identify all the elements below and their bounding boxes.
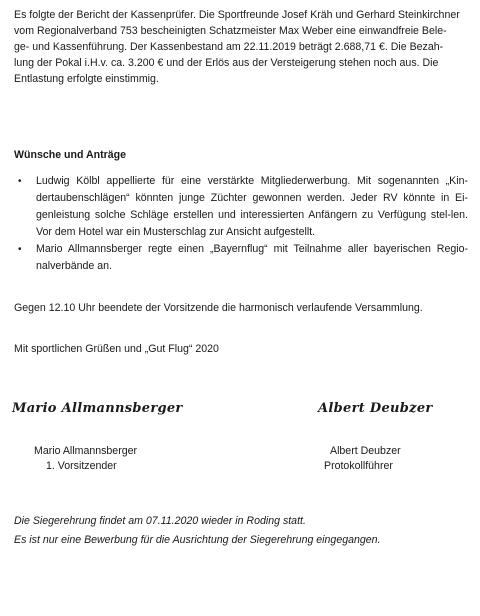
bullet-icon: • [18,176,22,187]
report-line: ge- und Kassenführung. Der Kassenbestand am 22.11.2019 beträgt 2.688,71 €. Die Bezah- [14,41,444,53]
wishes-heading: Wünsche und Anträge [14,149,127,161]
wishes-list [14,173,468,275]
wish-item [14,173,468,241]
signature-right: Albert Deubzer [318,401,433,416]
signer-role: 1. Vorsitzender [46,460,117,472]
signer-name: Mario Allmannsberger [34,445,138,457]
signer-name: Albert Deubzer [330,445,401,457]
signer-role: Protokollführer [324,460,393,472]
greeting: Mit sportlichen Grüßen und „Gut Flug“ 2020 [14,343,219,355]
wish-text: Ludwig Kölbl appellierte für eine verstärkte Mitgliederwerbung. Mit sogenannten „Kin-dertaubenschlägen“ könnten junge Züchter gewonnen werden. Jeder RV könnte in Ei-genleistung solche Schläge erstellen und interessierten Anfängern zu Verfügung stel-len. Vor dem Hotel war ein Musterschlag zur Ansicht aufgestellt. [36,175,468,238]
report-line: Es folgte der Bericht der Kassenprüfer. Die Sportfreunde Josef Kräh und Gerhard Steinkirchner [14,9,460,21]
report-line: lung der Pokal i.H.v. ca. 3.200 € und der Erlös aus der Versteigerung stehen noch aus. Die [14,57,439,69]
treasurer-report-paragraph [14,7,468,87]
report-line: Entlastung erfolgte einstimmig. [14,73,159,85]
signer-left [34,444,137,474]
wish-text: Mario Allmannsberger regte einen „Bayernflug“ mit Teilnahme aller bayerischen Regio-nalverbände an. [36,243,468,272]
closing-sentence: Gegen 12.10 Uhr beendete der Vorsitzende die harmonisch verlaufende Versammlung. [14,302,423,314]
signature-left: Mario Allmannsberger [12,401,183,416]
bullet-icon: • [18,244,22,255]
report-line: vom Regionalverband 753 bescheinigten Schatzmeister Max Weber eine einwandfreie Bele- [14,25,447,37]
signer-right [324,444,401,474]
note-line: Es ist nur eine Bewerbung für die Ausrichtung der Siegerehrung eingegangen. [14,534,381,546]
note-line: Die Siegerehrung findet am 07.11.2020 wieder in Roding statt. [14,515,306,527]
wish-item [14,241,468,275]
